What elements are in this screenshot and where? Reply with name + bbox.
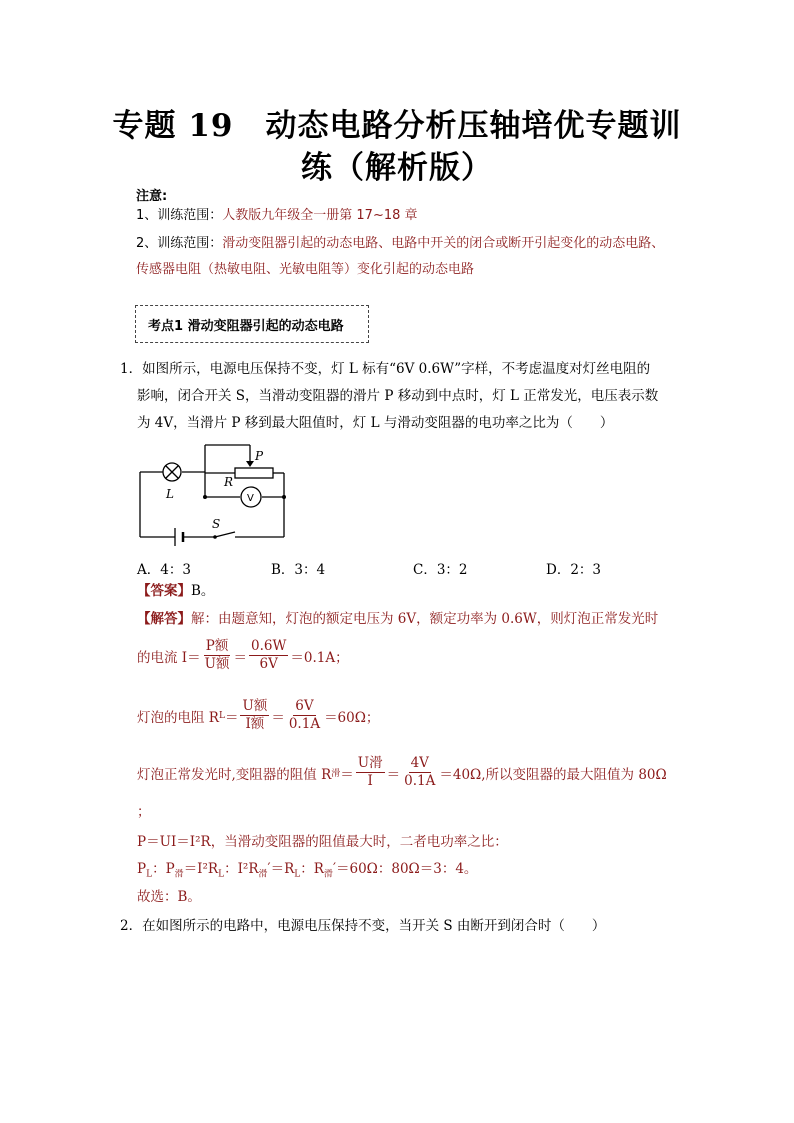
- a6-part: ′＝R: [267, 861, 295, 877]
- a6-sub-l1: L: [146, 869, 153, 880]
- q1-option-a: A．4：3: [137, 562, 191, 578]
- a6-sub-h2: 滑: [258, 869, 268, 880]
- q1-analysis-line2: 的电流 I＝ $\frac{\text{P额}}{\text{U额}}$ ＝ $\frac{0.6W}{6V}$ ＝0.1A；: [137, 638, 349, 672]
- note-item-2-prefix: 2、训练范围：: [136, 236, 223, 251]
- a4-post: ＝40Ω,所以变阻器的最大阻值为 80Ω: [439, 766, 667, 783]
- q2-line1: 2．在如图所示的电路中，电源电压保持不变，当开关 S 由断开到闭合时（ ）: [120, 918, 606, 934]
- voltmeter-label: V: [247, 493, 254, 504]
- a6-sub-h1: 滑: [174, 869, 184, 880]
- a2-frac1-den: U额: [204, 656, 230, 672]
- a3-pre: 灯泡的电阻 R: [137, 709, 219, 726]
- a4-frac2-den: 0.1A: [404, 773, 436, 789]
- a4-frac1-den: I: [367, 773, 373, 789]
- a2-pre: 的电流 I＝: [137, 649, 201, 666]
- q1-option-c: C．3：2: [413, 562, 468, 578]
- analysis-text-1: 解：由题意知，灯泡的额定电压为 6V，额定功率为 0.6W，则灯泡正常发光时: [191, 611, 659, 627]
- answer-tag: 【答案】: [137, 583, 191, 599]
- q1-analysis-line3: 灯泡的电阻 R L ＝ $\frac{\text{U额}}{\text{I额}}$ ＝ $\frac{6V}{0.1A}$ ＝60Ω；: [137, 698, 380, 732]
- a6-sub-h3: 滑: [323, 869, 333, 880]
- a4-frac1-num: U滑: [357, 755, 383, 771]
- note-item-1-prefix: 1、训练范围：: [136, 208, 223, 223]
- a6-part: ：R: [300, 861, 324, 877]
- note-item-1: [136, 208, 418, 224]
- q1-answer: [137, 578, 214, 604]
- note-item-1-text: 人教版九年级全一册第 17~18 章: [222, 208, 418, 223]
- a6-part: ：P: [152, 861, 175, 877]
- a4-pre: 灯泡正常发光时,变阻器的阻值 R: [137, 766, 332, 783]
- doc-title-line1: 专题 19 动态电路分析压轴培优专题训: [112, 108, 682, 144]
- section-box: [135, 305, 369, 343]
- slider-label: P: [255, 449, 264, 463]
- switch-label: S: [212, 517, 221, 531]
- q1-analysis-line1: [137, 606, 658, 632]
- a3-sub: L: [218, 710, 225, 721]
- analysis-tag: 【解答】: [137, 611, 191, 627]
- section-label: 考点1 滑动变阻器引起的动态电路: [148, 318, 344, 334]
- a4-sub: 滑: [331, 769, 341, 779]
- q1-line2: 影响，闭合开关 S，当滑动变阻器的滑片 P 移动到中点时，灯 L 正常发光，电压表示数: [137, 388, 659, 404]
- a3-post: ＝60Ω；: [324, 709, 380, 726]
- q1-line3: 为 4V，当滑片 P 移到最大阻值时，灯 L 与滑动变阻器的电功率之比为（ ）: [137, 415, 614, 431]
- a6-sub-l2: L: [218, 869, 225, 880]
- q1-analysis-line7: 故选：B。: [137, 889, 201, 905]
- note-item-2: [136, 236, 664, 252]
- a4-eq: ＝: [340, 766, 354, 783]
- doc-title-line2: 练（解析版）: [301, 150, 493, 186]
- notes-heading: 注意:: [136, 189, 168, 204]
- q1-option-b: B．3：4: [271, 562, 326, 578]
- a3-frac2-num: 6V: [295, 698, 314, 714]
- a2-post: ＝0.1A；: [290, 649, 349, 666]
- a3-frac1-den: I额: [245, 716, 265, 732]
- a4-frac2-num: 4V: [410, 755, 429, 771]
- q1-line1: 1．如图所示，电源电压保持不变，灯 L 标有“6V 0.6W”字样，不考虑温度对灯丝电阻的: [120, 361, 651, 377]
- q1-analysis-line4: 灯泡正常发光时,变阻器的阻值 R 滑 ＝ $\frac{\text{U滑}}{I}$ ＝ $\frac{4V}{0.1A}$ ＝40Ω,所以变阻器的最大阻值为 80Ω: [137, 755, 667, 789]
- a3-frac1-num: U额: [242, 698, 268, 714]
- a2-frac2-den: 6V: [259, 656, 278, 672]
- q1-analysis-line5: P＝UI＝I²R，当滑动变阻器的阻值最大时，二者电功率之比：: [137, 834, 508, 850]
- note-item-2-text-a: 滑动变阻器引起的动态电路、电路中开关的闭合或断开引起变化的动态电路、: [222, 236, 665, 251]
- answer-value: B。: [191, 583, 215, 599]
- a6-part: ：I²R: [224, 861, 259, 877]
- rheostat-label: R: [224, 475, 234, 489]
- a6-part: P: [137, 861, 147, 877]
- a3-frac2-den: 0.1A: [288, 716, 321, 732]
- a6-sub-l3: L: [294, 869, 301, 880]
- a6-part: ′＝60Ω：80Ω＝3：4。: [332, 861, 478, 877]
- a2-frac2-num: 0.6W: [251, 638, 287, 654]
- note-item-2-text-b: 传感器电阻（热敏电阻、光敏电阻等）变化引起的动态电路: [136, 262, 475, 277]
- a3-eq: ＝: [224, 709, 239, 726]
- q1-option-d: D．2：3: [546, 562, 602, 578]
- a2-frac1-num: P额: [205, 638, 229, 654]
- a6-part: ＝I²R: [183, 861, 219, 877]
- bulb-label: L: [166, 487, 174, 501]
- q1-circuit-diagram: [130, 440, 300, 550]
- a4-tail: ；: [137, 804, 151, 820]
- q1-analysis-line6: [137, 856, 477, 888]
